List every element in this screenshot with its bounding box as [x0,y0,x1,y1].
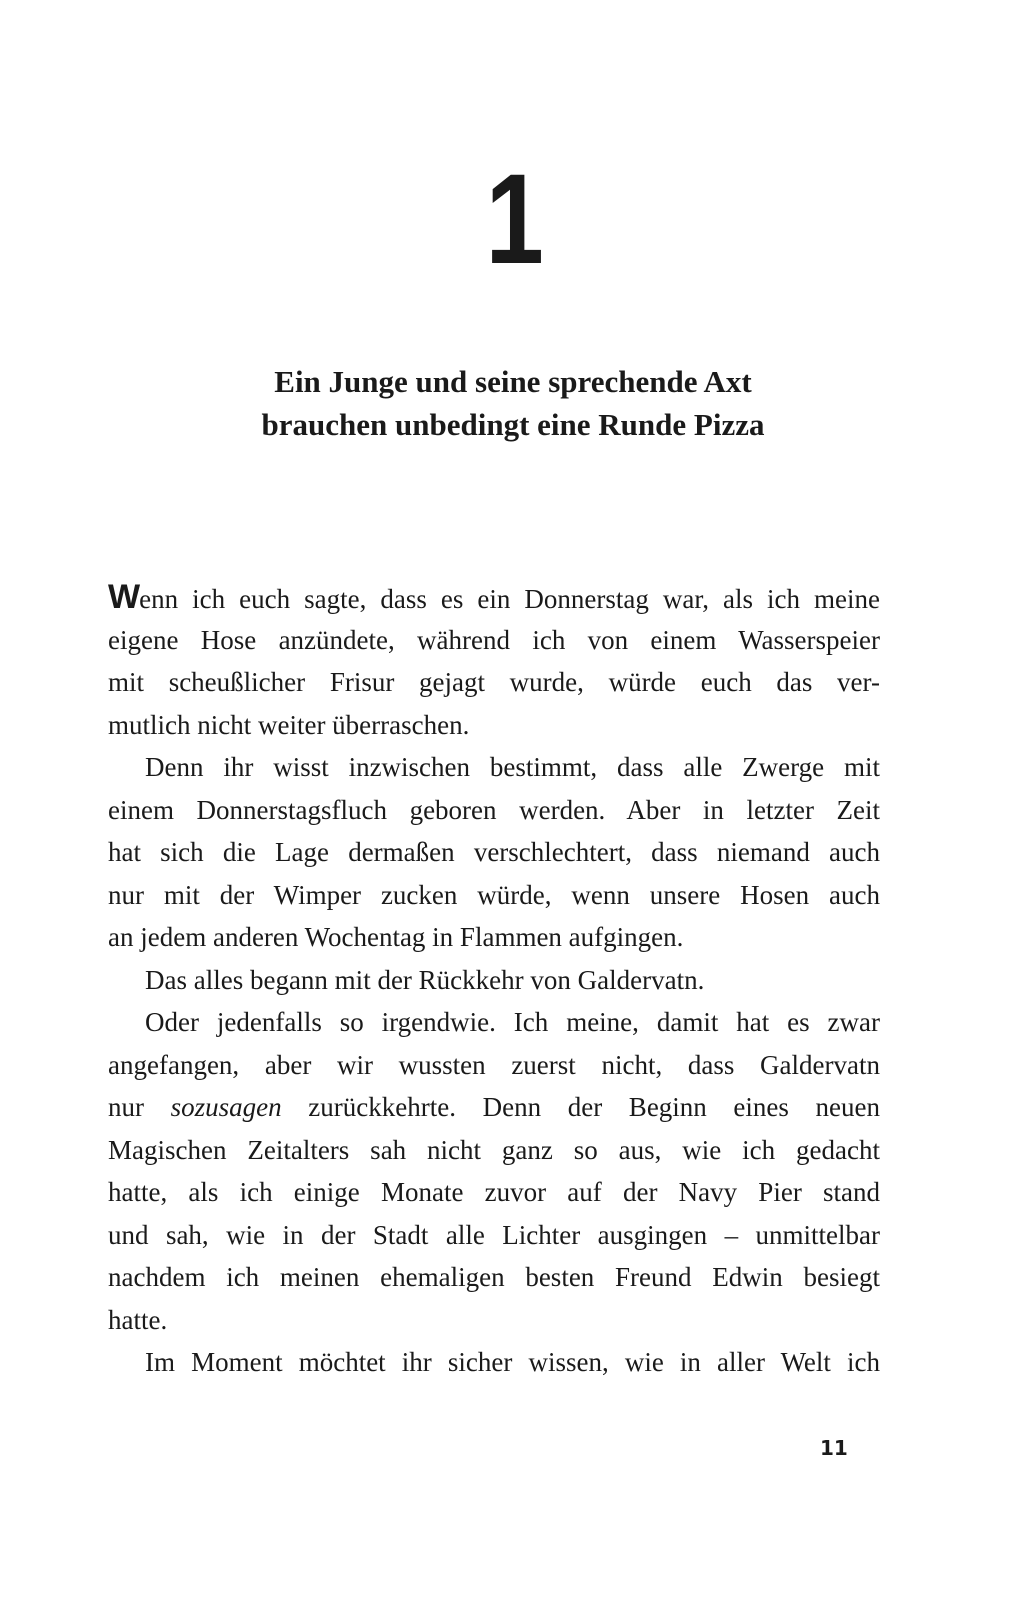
body-text [108,576,880,1384]
text-line: Oder jedenfalls so irgendwie. Ich meine, damit hat es zwar [145,1007,880,1037]
chapter-title [0,360,1026,446]
text-line: eigene Hose anzündete, während ich von einem Wasserspeier [108,624,880,655]
chapter-title-line: Ein Junge und seine sprechende Axt [274,364,752,399]
text-line: Das alles begann mit der Rückkehr von Galdervatn. [145,964,705,995]
text-line: Wenn ich euch sagte, dass es ein Donnerstag war, als ich meine [108,578,880,616]
text-line: hat sich die Lage dermaßen verschlechtert, dass niemand auch [108,837,880,867]
text-line: hatte, als ich einige Monate zuvor auf der Navy Pier stand [108,1177,880,1207]
text-line: an jedem anderen Wochentag in Flammen aufgingen. [108,922,684,952]
text-line: hatte. [108,1304,168,1335]
chapter-title-line: brauchen unbedingt eine Runde Pizza [261,407,765,442]
text-line: und sah, wie in der Stadt alle Lichter ausgingen – unmittelbar [108,1219,880,1250]
chapter-number: 1 [485,148,541,291]
text-line: einem Donnerstagsfluch geboren werden. Aber in letzter Zeit [108,794,880,825]
text-line: nur sozusagen zurückkehrte. Denn der Beginn eines neuen [108,1092,881,1122]
text-line: Denn ihr wisst inzwischen bestimmt, dass alle Zwerge mit [145,752,880,782]
text-line: nur mit der Wimper zucken würde, wenn unsere Hosen auch [108,879,880,910]
drop-cap: W [108,578,140,616]
text-line: mit scheußlicher Frisur gejagt wurde, würde euch das ver- [108,667,880,697]
italic-word: sozusagen [170,1092,282,1122]
text-line: Im Moment möchtet ihr sicher wissen, wie in aller Welt ich [145,1347,880,1377]
page-number: 11 [820,1436,848,1460]
text-line: Magischen Zeitalters sah nicht ganz so aus, wie ich gedacht [108,1134,880,1165]
text-line: mutlich nicht weiter überraschen. [108,709,470,740]
text-line: angefangen, aber wir wussten zuerst nicht, dass Galdervatn [108,1049,880,1080]
text-line: nachdem ich meinen ehemaligen besten Freund Edwin besiegt [108,1262,880,1292]
